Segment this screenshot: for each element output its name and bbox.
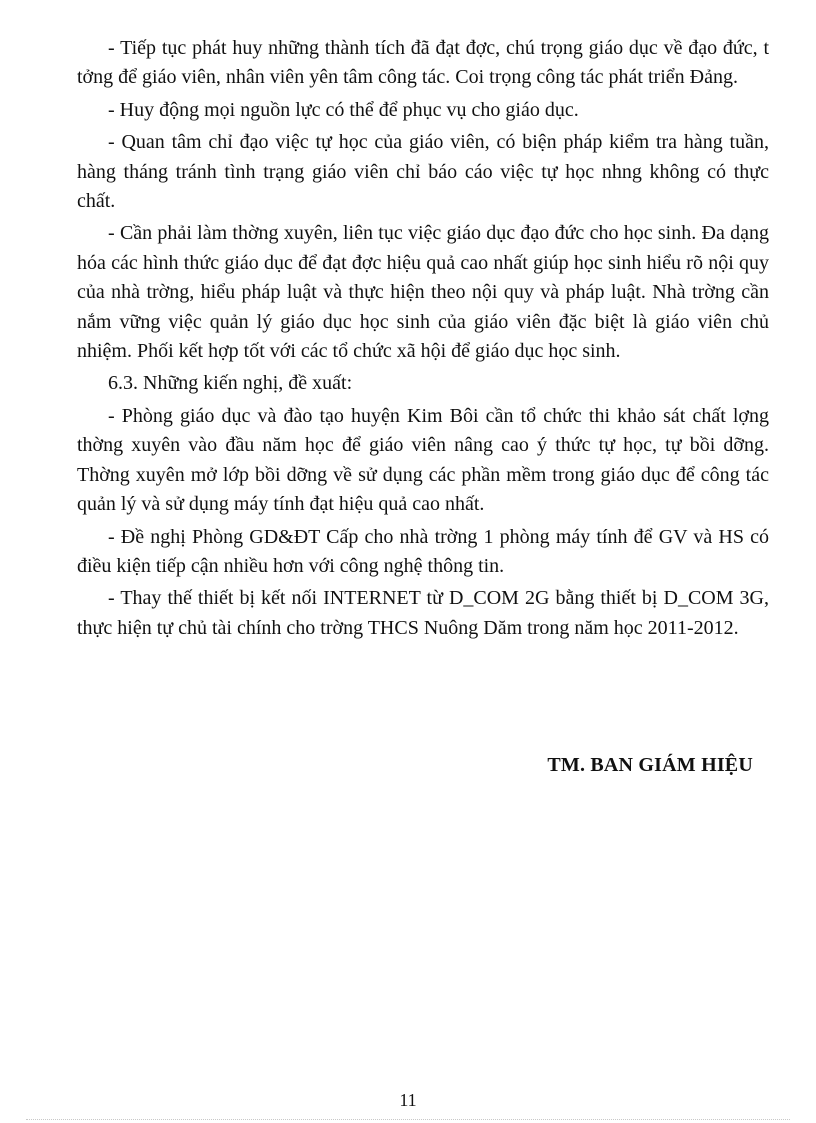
- paragraph-4: - Cần phải làm thờng xuyên, liên tục việc giáo dục đạo đức cho học sinh. Đa dạng hóa các hình thức giáo dục để đạt đợc hiệu quả cao nhất giúp học sinh hiểu rõ nội quy của nhà trờng, hiểu pháp luật và thực hiện theo nội quy và pháp luật. Nhà trờng cần nắm vững việc quản lý giáo dục học sinh của giáo viên đặc biệt là giáo viên chủ nhiệm. Phối kết hợp tốt với các tổ chức xã hội để giáo dục học sinh.: [77, 222, 769, 363]
- document-body: [77, 34, 769, 646]
- signature-title: TM. BAN GIÁM HIỆU: [547, 754, 753, 776]
- paragraph-6: - Đề nghị Phòng GD&ĐT Cấp cho nhà trờng 1 phòng máy tính để GV và HS có điều kiện tiếp cận nhiều hơn với công nghệ thông tin.: [77, 525, 769, 577]
- paragraph-7: - Thay thế thiết bị kết nối INTERNET từ D_COM 2G bằng thiết bị D_COM 3G, thực hiện tự chủ tài chính cho trờng THCS Nuông Dăm trong năm học 2011-2012.: [77, 587, 769, 639]
- section-heading: 6.3. Những kiến nghị, đề xuất:: [108, 372, 353, 395]
- page-number: 11: [399, 1090, 417, 1110]
- paragraph-3: - Quan tâm chỉ đạo việc tự học của giáo viên, có biện pháp kiểm tra hàng tuần, hàng tháng tránh tình trạng giáo viên chỉ báo cáo việc tự học nhng không có thực chất.: [77, 131, 769, 213]
- signature-block: [77, 751, 769, 780]
- paragraph-5: - Phòng giáo dục và đào tạo huyện Kim Bôi cần tổ chức thi khảo sát chất lợng thờng xuyên vào đầu năm học để giáo viên nâng cao ý thức tự học, tự bồi dỡng. Thờng xuyên mở lớp bồi dỡng về sử dụng các phần mềm trong giáo dục để công tác quản lý và sử dụng máy tính đạt hiệu quả cao nhất.: [77, 404, 769, 516]
- paragraph-2: - Huy động mọi nguồn lực có thể để phục vụ cho giáo dục.: [108, 98, 579, 121]
- paragraph-1: - Tiếp tục phát huy những thành tích đã đạt đợc, chú trọng giáo dục về đạo đức, t tởng để giáo viên, nhân viên yên tâm công tác. Coi trọng công tác phát triển Đảng.: [77, 37, 769, 89]
- footer-divider: [26, 1119, 790, 1120]
